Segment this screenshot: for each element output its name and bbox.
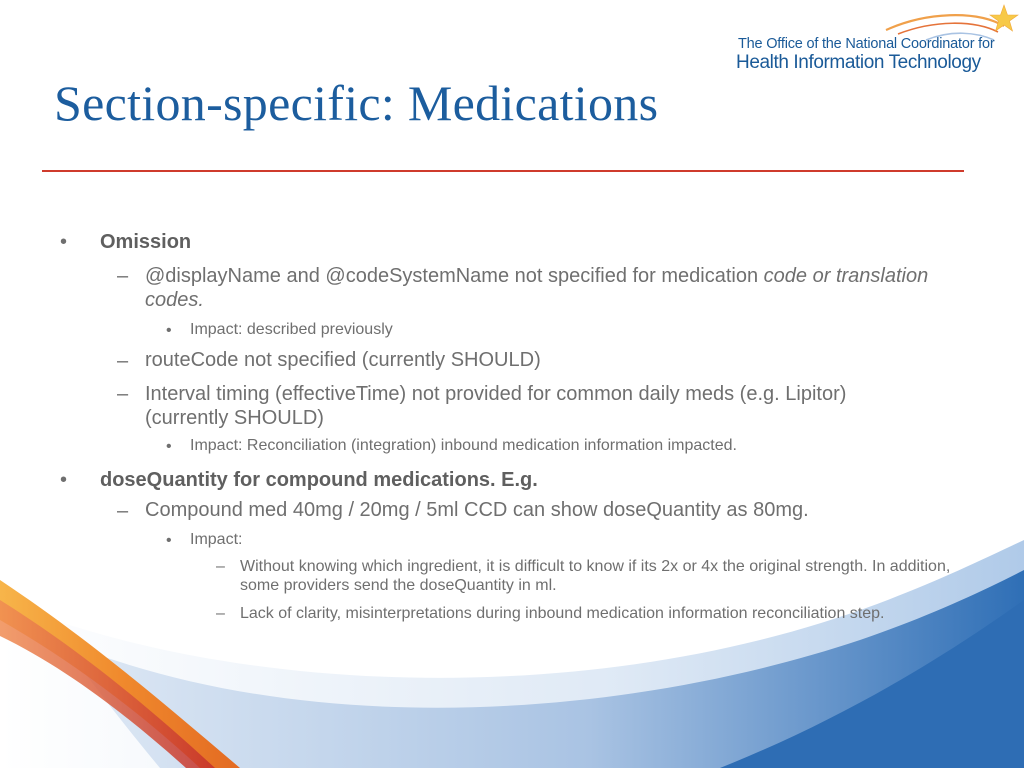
bullet-dosequantity: doseQuantity for compound medications. E.g. bbox=[100, 469, 538, 491]
dash-marker: – bbox=[117, 350, 129, 372]
dash-marker: – bbox=[117, 500, 129, 522]
bullet-marker: • bbox=[166, 438, 172, 455]
bullet-marker: • bbox=[166, 532, 172, 549]
bullet-impact-reconciliation: Impact: Reconciliation (integration) inbound medication information impacted. bbox=[190, 437, 737, 454]
bullet-lack-of-clarity: Lack of clarity, misinterpretations during inbound medication information reconciliation step. bbox=[240, 605, 885, 622]
bullet-marker: • bbox=[60, 469, 68, 491]
bullet-displayname-italic: code or translation codes. bbox=[145, 265, 929, 311]
bullet-displayname-text: @displayName and @codeSystemName not specified for medication bbox=[145, 265, 764, 287]
bullet-compound-med: Compound med 40mg / 20mg / 5ml CCD can show doseQuantity as 80mg. bbox=[145, 499, 809, 521]
bullet-marker: • bbox=[166, 322, 172, 339]
dash-marker: – bbox=[117, 383, 129, 405]
dash-marker: – bbox=[117, 265, 129, 287]
logo-text-line2: Health Information Technology bbox=[736, 52, 981, 73]
bullet-ingredient: Without knowing which ingredient, it is difficult to know if its 2x or 4x the original strength. In addition, some providers send the doseQuantity in ml. bbox=[240, 558, 951, 595]
bullet-impact-label: Impact: bbox=[190, 531, 243, 548]
bullet-omission: Omission bbox=[100, 231, 192, 253]
bullet-displayname bbox=[145, 264, 960, 312]
bullet-routecode: routeCode not specified (currently SHOULD) bbox=[145, 349, 541, 371]
dash-marker: – bbox=[216, 605, 225, 622]
bullet-marker: • bbox=[60, 231, 68, 253]
logo-text-line1: The Office of the National Coordinator for bbox=[738, 36, 995, 52]
bullet-interval-timing: Interval timing (effectiveTime) not provided for common daily meds (e.g. Lipitor) (currently SHOULD) bbox=[145, 383, 847, 429]
slide-title: Section-specific: Medications bbox=[54, 75, 659, 131]
bullet-impact-previous: Impact: described previously bbox=[190, 321, 393, 338]
dash-marker: – bbox=[216, 558, 225, 575]
